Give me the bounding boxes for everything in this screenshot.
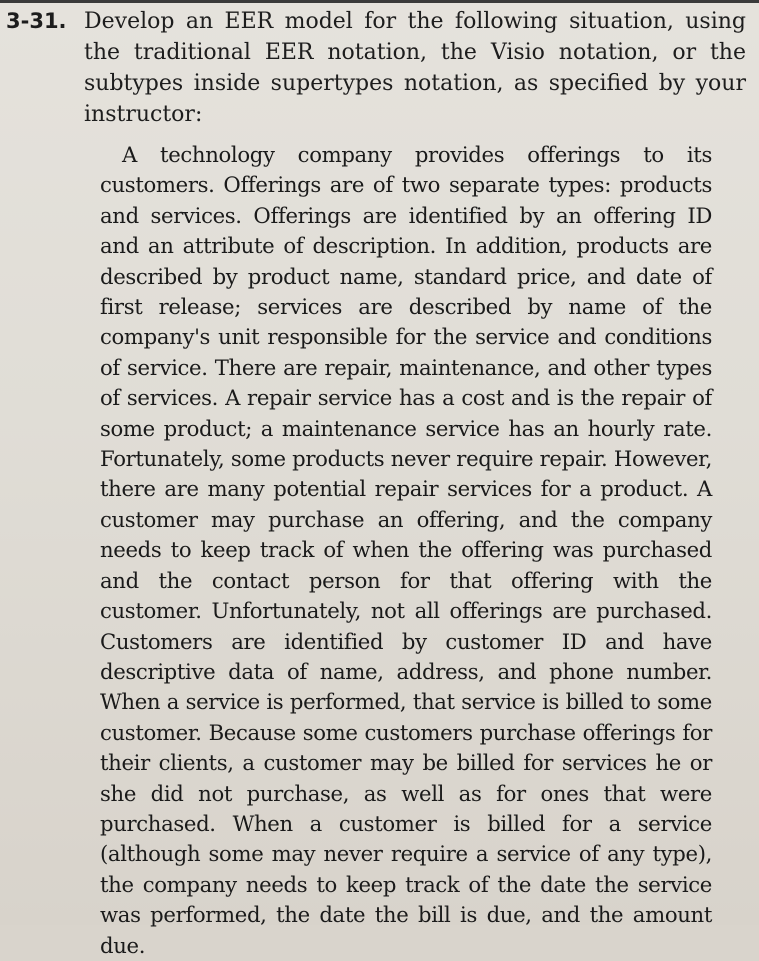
exercise-number: 3-31.	[6, 9, 67, 33]
exercise-header	[6, 6, 746, 130]
exercise-instructions: Develop an EER model for the following situation, using the traditional EER notation, the Visio notation, or the subtypes inside supertypes notation, as specified by your instructor:	[84, 9, 746, 127]
scenario-paragraph: A technology company provides offerings to its customers. Offerings are of two separate types: products and services. Offerings are identified by an offering ID and an attribute of description. In addition, products are described by product name, standard price, and date of first release; services are described by name of the company's unit responsible for the service and conditions of service. There are repair, maintenance, and other types of services. A repair service has a cost and is the repair of some product; a maintenance service has an hourly rate. Fortunately, some products never require repair. However, there are many potential repair services for a product. A customer may purchase an offering, and the company needs to keep track of when the offering was purchased and the contact person for that offering with the customer. Unfortunately, not all offerings are purchased. Customers are identified by customer ID and have descriptive data of name, address, and phone number. When a service is performed, that service is billed to some customer. Because some customers purchase offerings for their clients, a customer may be billed for services he or she did not purchase, as well as for ones that were purchased. When a customer is billed for a service (although some may never require a service of any type), the company needs to keep track of the date the service was performed, the date the bill is due, and the amount due.	[100, 142, 712, 958]
bleed-through-texture	[0, 0, 96, 939]
top-border	[0, 0, 759, 3]
